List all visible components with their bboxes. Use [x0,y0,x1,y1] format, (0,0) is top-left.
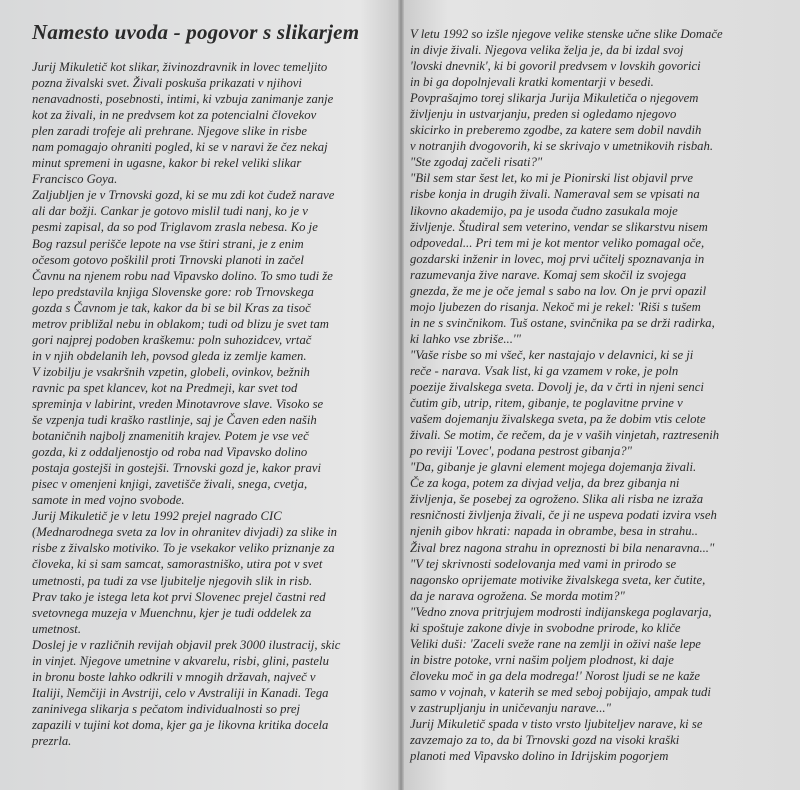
paragraph: V letu 1992 so izšle njegove velike stenske učne slike Domače in divje živali. Njegova velika želja je, da bi izdal svoj 'lovski dnevnik', ki bi govoril predvsem v lovskih govorici in bi ga dopolnjevali kratki komentarji v besedi. Povprašajmo torej slikarja Jurija Mikuletiča o njegovem življenju in ustvarjanju, preden si ogledamo njegovo skicirko in preberemo zgodbe, za katere sem dobil navdih v notranjih dvogovorih, ki se skrivajo v umetnikovih risbah. [410,27,723,154]
paragraph: Jurij Mikuletič spada v tisto vrsto ljubiteljev narave, ki se zavzemajo za to, da bi Trnovski gozd na visoki kraški planoti med Vipavsko dolino in Idrijskim pogorjem [410,717,703,764]
paragraph: "Vaše risbe so mi všeč, ker nastajajo v delavnici, ki se ji reče - narava. Vsak list, ki ga vzamem v roke, je poln poezije živalskega sveta. Dovolj je, da v črti in njeni senci čutim gib, utrip, ritem, gibanje, te poglavitne prvine v vašem dojemanju živalskega sveta, pa že dobim vtis celote živali. Se motim, če rečem, da je v vaših vinjetah, raztresenih po reviji 'Lovec', podana pestrost gibanja?" [410,347,720,459]
paragraph: V izobilju je vsakršnih vzpetin, globeli, ovinkov, bežnih ravnic pa spet klancev, kot na Predmeji, kar svet tod spreminja v labirint, vreden Minotavrove slave. Visoko se še vzpenja tudi kraško rastlinje, saj je Čaven eden naših botaničnih najbolj znamenitih krajev. Potem je vse več gozda, ki z oddaljenostjo od roba nad Vipavsko dolino postaja gostejši in gostejši. Trnovski gozd je, kakor pravi pisec v omenjeni knjigi, zavetišče živali, snega, cvetja, samote in med vojno svobode. [32,364,324,508]
paragraph: Zaljubljen je v Trnovski gozd, ki se mu zdi kot čudež narave ali dar božji. Cankar je gotovo mislil tudi nanj, ko je v pesmi zapisal, da so pod Triglavom zrasla nebesa. Ko je Bog razsul perišče lepote na vse štiri strani, je z enim očesom gotovo poškilil proti Trnovski planoti in začel Čavnu na njenem robu nad Vipavsko dolino. To smo tudi že lepo predstavila knjiga Slovenske gore: rob Trnovskega gozda s Čavnom je tak, kakor da bi se bil Kras za tisoč metrov približal nebu in oblakom; tudi od blizu je svet tam gori najprej podoben kraškemu: poln suhozidcev, vrtač in v njih obdelanih leh, povsod gleda iz zemlje kamen. [32,188,335,363]
paragraph: "Bil sem star šest let, ko mi je Pionirski list objavil prve risbe konja in drugih živali. Nameraval sem se vpisati na likovno akademijo, pa je usoda čudno zasukala moje življenje. Študiral sem veterino, vendar se slikarstvu nisem odpovedal... Pri tem mi je kot mentor veliko pomagal oče, gozdarski inženir in lovec, moj prvi učitelj spoznavanja in razumevanja žive narave. Komaj sem skočil iz svojega gnezda, že me je oče jemal s sabo na lov. On je prvi opazil mojo ljubezen do risanja. Nekoč mi je rekel: 'Riši s tušem in ne s svinčnikom. Tuš ostane, svinčnika pa se drži radirka, ki lahko vse zbriše...'" [410,171,715,346]
paragraph: Jurij Mikuletič kot slikar, živinozdravnik in lovec temeljito pozna živalski svet. Živali poskuša prikazati v njihovi nenavadnosti, posebnosti, intimi, ki vzbuja zanimanje zanje kot za živali, in ne predvsem kot za potencialni človekov plen zaradi trofeje ali prehrane. Njegove slike in risbe nam pomagajo ohraniti pogled, ki se v naravi že čez nekaj minut spremeni in ugasne, kakor bi rekel veliki slikar Francisco Goya. [32,60,334,187]
paragraph: "V tej skrivnosti sodelovanja med vami in prirodo se nagonsko oprijemate motivike živalskega sveta, ker čutite, da je narava ogrožena. Se morda motim?" [410,556,706,603]
paragraph: Doslej je v različnih revijah objavil prek 3000 ilustracij, skic in vinjet. Njegove umetnine v akvarelu, risbi, glini, pastelu in bronu boste lahko odkrili v mnogih državah, največ v Italiji, Nemčiji in Avstriji, celo v Avstraliji in Kanadi. Tega zaninivega slikarja s pečatom individualnosti so prej zapazili v tujini kot doma, kjer ga je likovna kritika docela prezrla. [32,637,341,748]
page-title: Namesto uvoda - pogovor s slikarjem [32,20,360,44]
right-page [404,0,800,790]
paragraph: Jurij Mikuletič je v letu 1992 prejel nagrado CIC (Mednarodnega sveta za lov in ohranitev divjadi) za slike in risbe z živalsko motiviko. To je vsekakor veliko priznanje za človeka, ki si sam samcat, samorastniško, utira pot v svet umetnosti, pa tudi za vse ljubitelje njegovih slik in risb. Prav tako je istega leta kot prvi Slovenec prejel častni red svetovnega muzeja v Muenchnu, kjer je tudi oddelek za umetnost. [32,509,338,636]
paragraph: "Vedno znova pritrjujem modrosti indijanskega poglavarja, ki spoštuje zakone divje in svobodne prirode, ko kliče Veliki duši: 'Zaceli sveže rane na zemlji in oživi naše lepe in bistre potoke, vrni našim poljem plodnost, ki daje človeku moč in ga dela modrega!' Norost ljudi se ne kaže samo v vojnah, v katerih se med seboj pobijajo, ampak tudi v zastrupljanju in uničevanju narave..." [410,604,712,715]
paragraph: "Da, gibanje je glavni element mojega dojemanja živali. Če za koga, potem za divjad velja, da brez gibanja ni življenja, še posebej za ogroženo. Slika ali risba ne izraža resničnosti življenja živali, če ji ne uspeva podati izvira vseh njenih gibov hkrati: napada in obrambe, besa in strahu.. Žival brez nagona strahu in opreznosti bi bila nenaravna..." [410,460,717,555]
paragraph: "Ste zgodaj začeli risati?" [410,155,543,170]
left-page [0,0,398,790]
